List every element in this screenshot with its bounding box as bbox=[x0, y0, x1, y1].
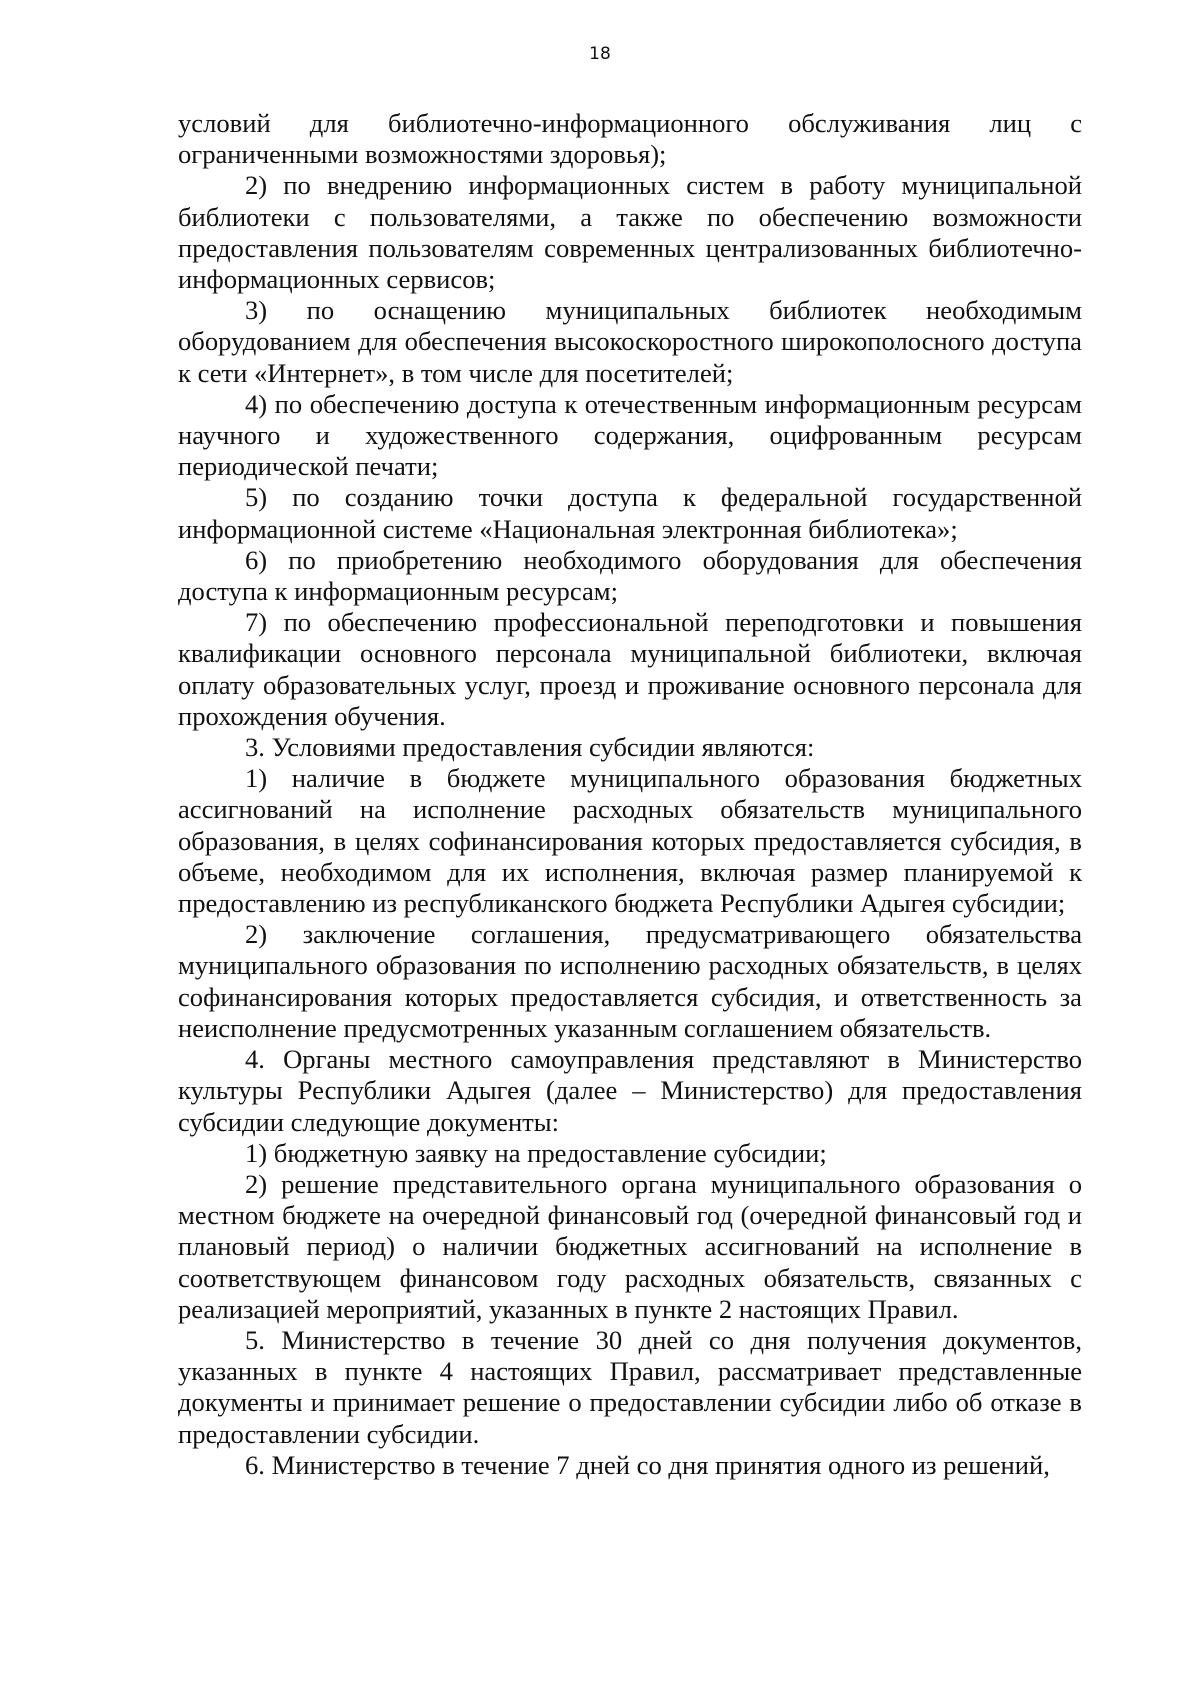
paragraph-item-5: 5) по созданию точки доступа к федеральной государственной информационной системе «Национальная электронная библиотека»; bbox=[178, 482, 1082, 544]
paragraph-section-3-item-2: 2) заключение соглашения, предусматривающего обязательства муниципального образования по исполнению расходных обязательств, в целях софинансирования которых предоставляется субсидия, и ответственность за неисполнение предусмотренных указанным соглашением обязательств. bbox=[178, 919, 1082, 1043]
paragraph-continuation: условий для библиотечно-информационного обслуживания лиц с ограниченными возможностями здоровья); bbox=[178, 108, 1082, 170]
paragraph-section-6: 6. Министерство в течение 7 дней со дня принятия одного из решений, bbox=[245, 1449, 1050, 1480]
paragraph-item-6: 6) по приобретению необходимого оборудования для обеспечения доступа к информационным ресурсам; bbox=[178, 544, 1082, 607]
document-body bbox=[178, 108, 1082, 1481]
page-number: 18 bbox=[589, 44, 611, 64]
paragraph-item-3: 3) по оснащению муниципальных библиотек необходимым оборудованием для обеспечения высокоскоростного широкополосного доступа к сети «Интернет», в том числе для посетителей; bbox=[178, 295, 1082, 388]
paragraph-section-3-item-1: 1) наличие в бюджете муниципального образования бюджетных ассигнований на исполнение расходных обязательств муниципального образования, в целях софинансирования которых предоставляется субсидия, в объеме, необходимом для их исполнения, включая размер планируемой к предоставлению из республиканского бюджета Республики Адыгея субсидии; bbox=[178, 763, 1082, 919]
paragraph-section-4-item-2: 2) решение представительного органа муниципального образования о местном бюджете на очередной финансовый год (очередной финансовый год и плановый период) о наличии бюджетных ассигнований на исполнение в соответствующем финансовом году расходных обязательств, связанных с реализацией мероприятий, указанных в пункте 2 настоящих Правил. bbox=[178, 1168, 1082, 1324]
paragraph-section-4-item-1: 1) бюджетную заявку на предоставление субсидии; bbox=[245, 1137, 827, 1168]
paragraph-section-5: 5. Министерство в течение 30 дней со дня получения документов, указанных в пункте 4 настоящих Правил, рассматривает представленные документы и принимает решение о предоставлении субсидии либо об отказе в предоставлении субсидии. bbox=[178, 1324, 1082, 1449]
paragraph-section-4: 4. Органы местного самоуправления представляют в Министерство культуры Республики Адыгея (далее – Министерство) для предоставления субсидии следующие документы: bbox=[178, 1044, 1082, 1137]
paragraph-item-7: 7) по обеспечению профессиональной переподготовки и повышения квалификации основного персонала муниципальной библиотеки, включая оплату образовательных услуг, проезд и проживание основного персонала для прохождения обучения. bbox=[178, 607, 1082, 731]
paragraph-item-2: 2) по внедрению информационных систем в работу муниципальной библиотеки с пользователями, а также по обеспечению возможности предоставления пользователям современных централизованных библиотечно-информационных сервисов; bbox=[178, 170, 1082, 295]
paragraph-section-3: 3. Условиями предоставления субсидии являются: bbox=[245, 732, 815, 763]
paragraph-item-4: 4) по обеспечению доступа к отечественным информационным ресурсам научного и художественного содержания, оцифрованным ресурсам периодической печати; bbox=[178, 388, 1082, 482]
